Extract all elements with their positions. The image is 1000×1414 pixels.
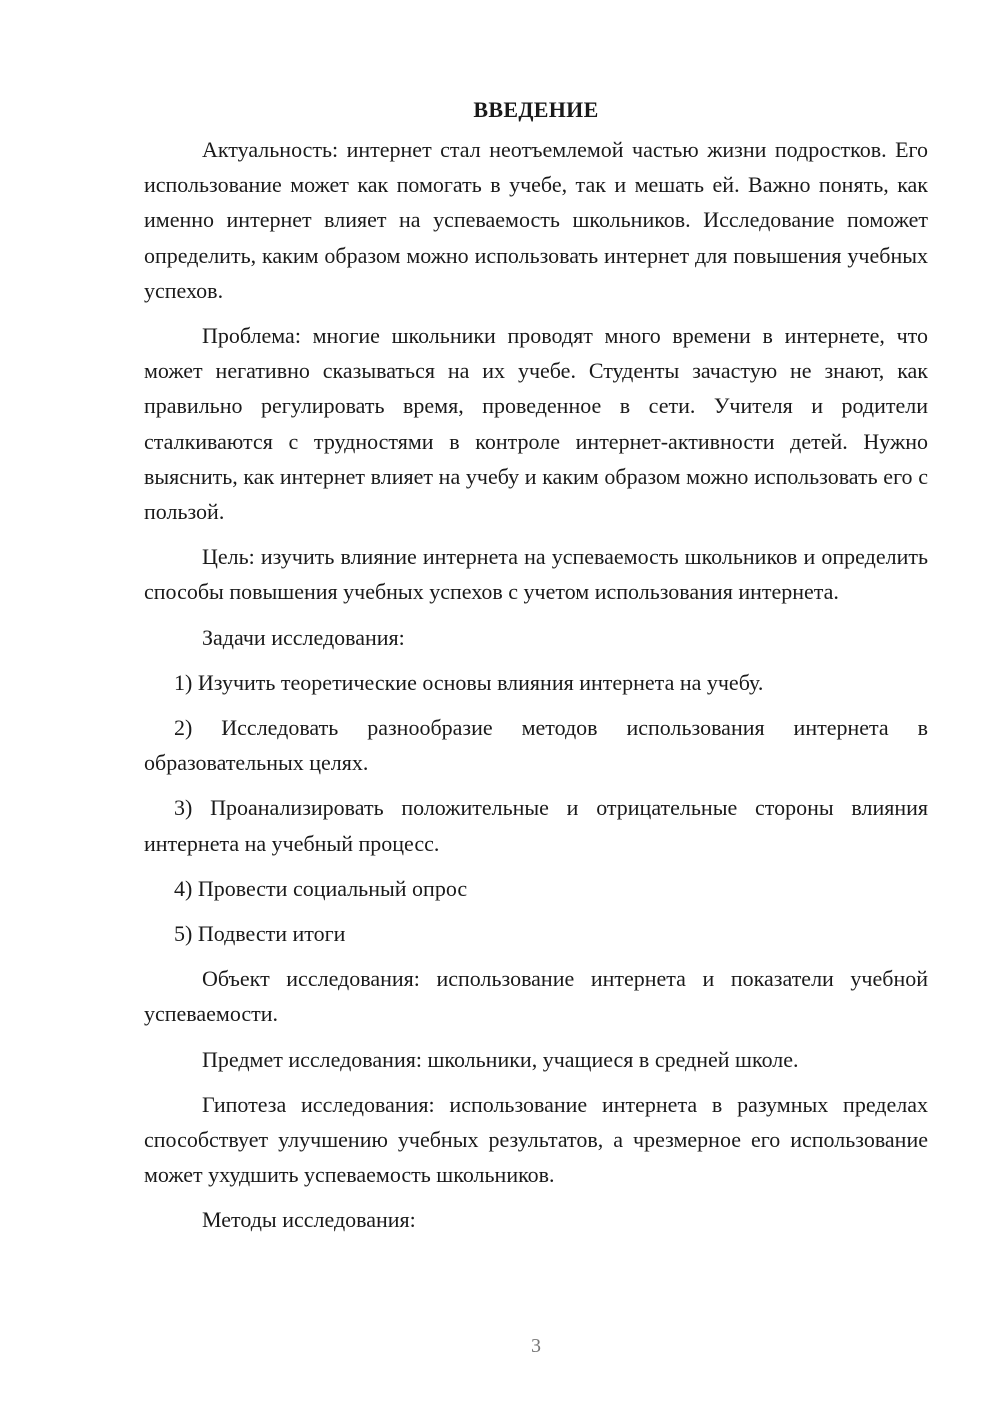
document-page: [144, 92, 928, 1248]
subject-paragraph: Предмет исследования: школьники, учащиеся в средней школе.: [202, 1046, 799, 1072]
methods-title: Методы исследования:: [202, 1207, 416, 1233]
task-item-3: 3) Проанализировать положительные и отрицательные стороны влияния интернета на учебный процесс.: [144, 795, 928, 856]
object-paragraph: Объект исследования: использование интернета и показатели учебной успеваемости.: [144, 966, 928, 1027]
page-number: 3: [531, 1335, 541, 1357]
relevance-paragraph: Актуальность: интернет стал неотъемлемой частью жизни подростков. Его использование может как помогать в учебе, так и мешать ей. Важно понять, как именно интернет влияет на успеваемость школьников. Исследование поможет определить, каким образом можно использовать интернет для повышения учебных успехов.: [144, 137, 928, 303]
problem-paragraph: Проблема: многие школьники проводят много времени в интернете, что может негативно сказываться на их учебе. Студенты зачастую не знают, как правильно регулировать время, проведенное в сети. Учителя и родители сталкиваются с трудностями в контроле интернет-активности детей. Нужно выяснить, как интернет влияет на учебу и каким образом можно использовать его с пользой.: [144, 323, 928, 525]
tasks-title: Задачи исследования:: [202, 624, 405, 650]
section-heading: ВВЕДЕНИЕ: [473, 97, 599, 122]
task-item-4: 4) Провести социальный опрос: [174, 875, 468, 901]
goal-paragraph: Цель: изучить влияние интернета на успеваемость школьников и определить способы повышения учебных успехов с учетом использования интернета.: [144, 544, 928, 605]
hypothesis-paragraph: Гипотеза исследования: использование интернета в разумных пределах способствует улучшению учебных результатов, а чрезмерное его использование может ухудшить успеваемость школьников.: [144, 1091, 928, 1188]
task-item-2: 2) Исследовать разнообразие методов использования интернета в образовательных целях.: [144, 715, 928, 776]
task-item-1: 1) Изучить теоретические основы влияния интернета на учебу.: [174, 669, 764, 695]
task-item-5: 5) Подвести итоги: [174, 921, 346, 947]
